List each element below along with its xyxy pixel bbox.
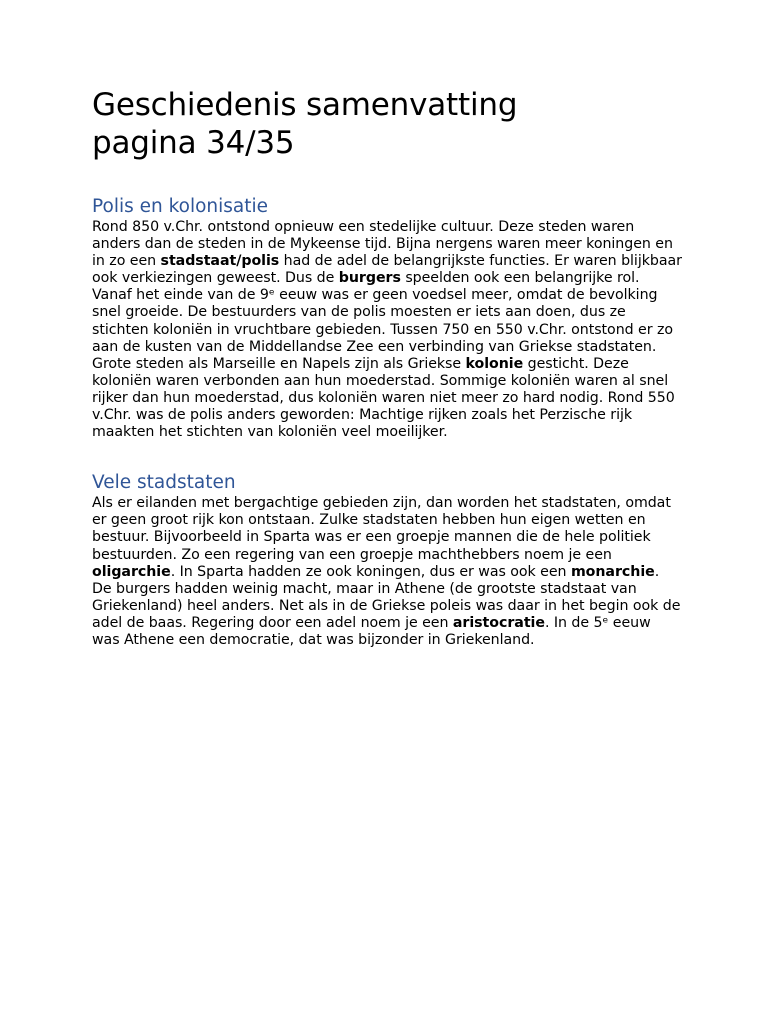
body-text-run: gesticht. Deze koloniën waren verbonden aan hun moederstad. Sommige koloniën waren al snel rijker dan hun moederstad, dus koloniën waren niet meer zo hard nodig. Rond 550 v.Chr. was de polis anders geworden: Machtige rijken zoals het Perzische rijk maakten het stichten van koloniën veel moeilijker. <box>92 355 675 441</box>
body-text-run: . De burgers hadden weinig macht, maar in Athene (de grootste stadstaat van Griekenland) heel anders. Net als in de Griekse poleis was daar in het begin ook de adel de baas. Regering door een adel noem je een <box>92 563 681 631</box>
bold-term-aristocratie: aristocratie <box>452 614 545 631</box>
body-text-run: speelden ook een belangrijke rol. Vanaf het einde van de 9ᵉ eeuw was er geen voedsel meer, omdat de bevolking snel groeide. De bestuurders van de polis moesten er iets aan doen, dus ze stichten koloniën in vruchtbare gebieden. Tussen 750 en 550 v.Chr. ontstond er zo aan de kusten van de Middellandse Zee een verbinding van Griekse stadstaten. Grote steden als Marseille en Napels zijn als Griekse <box>92 270 673 372</box>
document-title <box>92 86 682 162</box>
bold-term-monarchie: monarchie <box>570 563 655 580</box>
section-vele-stadstaten <box>92 471 682 649</box>
section-heading: Vele stadstaten <box>92 472 236 494</box>
bold-term-oligarchie: oligarchie <box>92 563 171 580</box>
document-page <box>92 86 682 649</box>
document-title-line-2: pagina 34/35 <box>92 125 295 161</box>
section-body-text <box>92 495 682 649</box>
body-text-run: had de adel de belangrijkste functies. Er waren blijkbaar ook verkiezingen geweest. Dus de <box>92 253 682 287</box>
section-polis-en-kolonisatie <box>92 195 682 441</box>
body-text-run: Als er eilanden met bergachtige gebieden zijn, dan worden het stadstaten, omdat er geen groot rijk kon ontstaan. Zulke stadstaten hebben hun eigen wetten en bestuur. Bijvoorbeeld in Sparta was er een groepje mannen die de hele politiek bestuurden. Zo een regering van een groepje machthebbers noem je een <box>92 495 671 563</box>
bold-term-burgers: burgers <box>338 270 401 287</box>
body-text-run: . In de 5ᵉ eeuw was Athene een democratie, dat was bijzonder in Griekenland. <box>92 614 651 648</box>
bold-term-kolonie: kolonie <box>465 355 524 372</box>
body-text-run: . In Sparta hadden ze ook koningen, dus er was ook een <box>170 563 571 580</box>
section-body-text <box>92 219 682 441</box>
section-heading: Polis en kolonisatie <box>92 196 269 217</box>
bold-term-stadstaat-polis: stadstaat/polis <box>160 253 280 270</box>
document-title-line-1: Geschiedenis samenvatting <box>92 87 518 123</box>
body-text-run: Rond 850 v.Chr. ontstond opnieuw een stedelijke cultuur. Deze steden waren anders dan de steden in de Mykeense tijd. Bijna nergens waren meer koningen en in zo een <box>92 219 673 270</box>
